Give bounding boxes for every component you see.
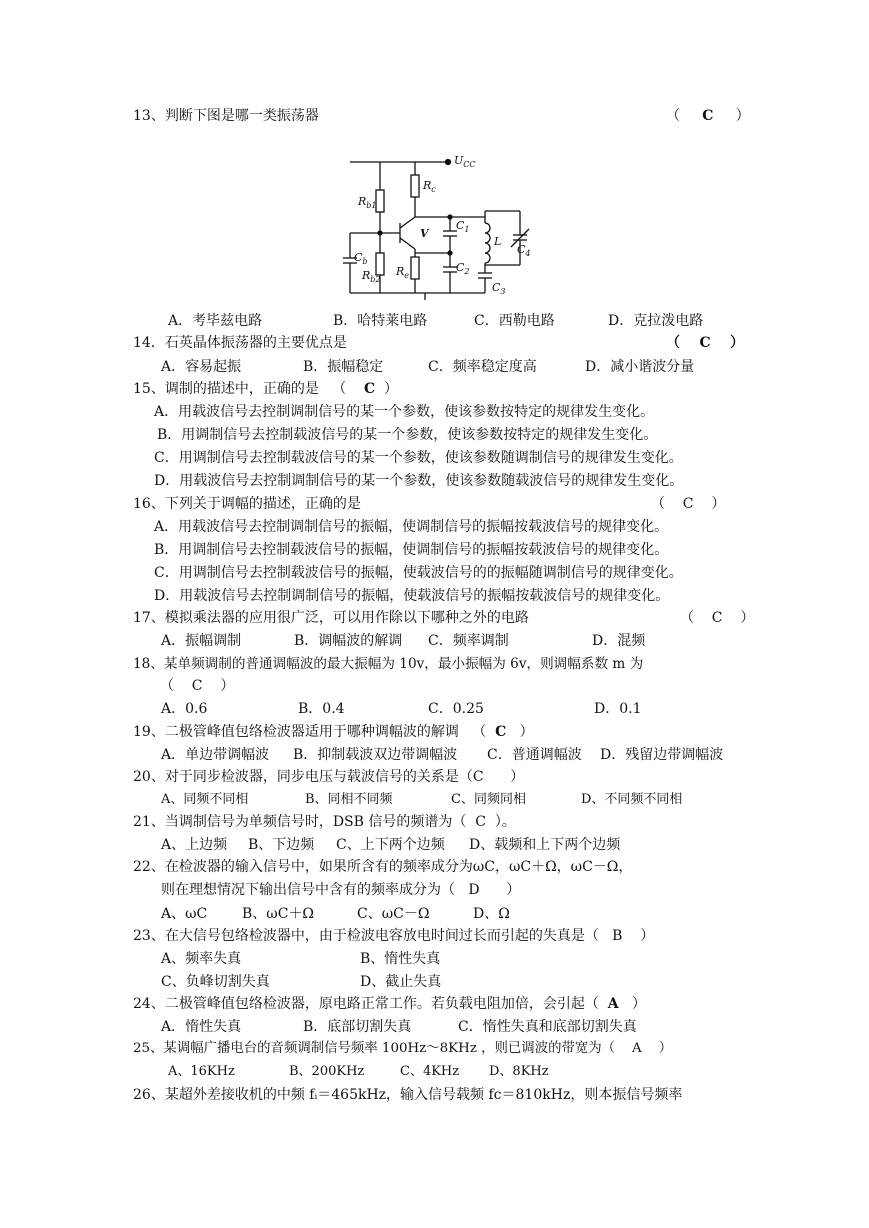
q13-answer: （ C ）	[666, 108, 750, 124]
q13-option-b: B．哈特莱电路	[333, 313, 428, 329]
q16-option-b: B．用调制信号去控制载波信号的振幅，使调制信号的振幅按载波信号的规律变化。	[154, 542, 669, 558]
q25-option-a: A、16KHz	[168, 1064, 235, 1079]
q17-answer: （ C ）	[680, 610, 755, 626]
q23-stem: 23、在大信号包络检波器中，由于检波电容放电时间过长而引起的失真是（ B ）	[133, 928, 655, 944]
q25-stem: 25、某调幅广播电台的音频调制信号频率 100Hz～8KHz ，则已调波的带宽为（ A ）	[133, 1041, 673, 1056]
q20-option-a: A、同频不同相	[161, 792, 249, 807]
q15-option-a: A．用载波信号去控制调制信号的某一个参数，使该参数按特定的规律发生变化。	[154, 404, 655, 420]
q20-option-b: B、同相不同频	[305, 792, 393, 807]
rb2-label: $R_{b2}$	[362, 269, 381, 284]
q18-stem: 18、某单频调制的普通调幅波的最大振幅为 10v，最小振幅为 6v，则调幅系数 m 为	[133, 656, 644, 672]
q17-stem: 17、模拟乘法器的应用很广泛，可以用作除以下哪种之外的电路	[133, 610, 529, 626]
q15-option-d: D．用载波信号去控制调制信号的某一个参数，使该参数随载波信号的规律发生变化。	[154, 473, 684, 489]
q19-stem: 19、二极管峰值包络检波器适用于哪种调幅波的解调 （ C ）	[133, 724, 534, 740]
q19-option-a: A．单边带调幅波	[161, 747, 270, 763]
q21-option-c: C、上下两个边频	[336, 837, 445, 853]
q23-option-d: D、截止失真	[360, 974, 442, 990]
q14-option-c: C．频率稳定度高	[428, 359, 537, 375]
q13-option-c: C．西勒电路	[474, 313, 555, 329]
ucc-label: $U_{CC}$	[454, 154, 476, 169]
q23-option-b: B、惰性失真	[360, 951, 441, 967]
q17-option-d: D．混频	[592, 633, 646, 649]
q21-option-d: D、载频和上下两个边频	[469, 837, 621, 853]
q22-option-d: D、Ω	[473, 906, 510, 922]
q13-stem: 13、判断下图是哪一类振荡器	[133, 108, 319, 124]
q17-option-b: B．调幅波的解调	[294, 633, 403, 649]
transistor-label: V	[420, 227, 429, 240]
q19-option-c: C．普通调幅波	[487, 747, 582, 763]
q22-option-b: B、ωC＋Ω	[242, 906, 315, 922]
q24-option-c: C．惰性失真和底部切割失真	[458, 1019, 637, 1035]
q18-option-b: B．0.4	[298, 701, 345, 717]
rc-label: $R_c$	[423, 179, 436, 194]
q20-option-d: D、不同频不同相	[581, 792, 683, 807]
q14-answer: （ C ）	[666, 335, 745, 351]
rb1-label: $R_{b1}$	[358, 195, 377, 210]
l-label: L	[494, 235, 502, 248]
q26-stem: 26、某超外差接收机的中频 fᵢ＝465kHz，输入信号载频 fc＝810kHz，则本振信号频率	[133, 1087, 683, 1103]
q19-option-b: B．抑制载波双边带调幅波	[293, 747, 458, 763]
q22-stem-continued: 则在理想情况下输出信号中含有的频率成分为（ D ）	[161, 882, 521, 898]
q13-option-d: D．克拉泼电路	[608, 313, 704, 329]
q14-option-a: A．容易起振	[161, 359, 242, 375]
q23-option-a: A、频率失真	[161, 951, 242, 967]
q15-stem: 15、调制的描述中，正确的是 （ C ）	[133, 381, 399, 397]
q24-option-b: B．底部切割失真	[303, 1019, 412, 1035]
oscillator-circuit-diagram	[330, 145, 535, 300]
q24-option-a: A．惰性失真	[161, 1019, 242, 1035]
q25-option-c: C、4KHz	[400, 1064, 460, 1079]
q21-option-a: A、上边频	[161, 837, 228, 853]
q18-option-a: A．0.6	[161, 701, 208, 717]
q14-option-b: B．振幅稳定	[303, 359, 384, 375]
c4-label: $C_4$	[517, 243, 531, 258]
q21-stem: 21、当调制信号为单频信号时，DSB 信号的频谱为（ C ）。	[133, 814, 516, 830]
q18-option-d: D．0.1	[594, 701, 642, 717]
q14-stem: 14．石英晶体振荡器的主要优点是	[133, 335, 347, 351]
cb-label: $C_b$	[354, 251, 368, 266]
q19-option-d: D．残留边带调幅波	[600, 747, 724, 763]
re-label: $R_e$	[396, 265, 410, 280]
q15-option-c: C．用调制信号去控制载波信号的某一个参数，使该参数随调制信号的规律发生变化。	[154, 450, 683, 466]
q16-stem: 16、下列关于调幅的描述，正确的是	[133, 496, 361, 512]
q16-option-c: C．用调制信号去控制载波信号的振幅，使载波信号的的振幅随调制信号的规律变化。	[154, 565, 683, 581]
q20-stem: 20、对于同步检波器，同步电压与载波信号的关系是（C ）	[133, 769, 525, 785]
q17-option-a: A．振幅调制	[161, 633, 242, 649]
q15-option-b: B．用调制信号去控制载波信号的某一个参数，使该参数按特定的规律发生变化。	[157, 427, 658, 443]
q18-option-c: C．0.25	[428, 701, 484, 717]
q18-answer: （ C ）	[160, 678, 235, 694]
q16-option-d: D．用载波信号去控制调制信号的振幅，使载波信号的振幅按载波信号的规律变化。	[154, 588, 670, 604]
c2-label: $C_2$	[456, 261, 470, 276]
q24-stem: 24、二极管峰值包络检波器，原电路正常工作。若负载电阻加倍，会引起（ A ）	[133, 996, 646, 1012]
q21-option-b: B、下边频	[248, 837, 315, 853]
q20-option-c: C、同频同相	[451, 792, 526, 807]
q23-option-c: C、负峰切割失真	[161, 974, 270, 990]
q22-option-a: A、ωC	[161, 906, 208, 922]
q16-option-a: A．用载波信号去控制调制信号的振幅，使调制信号的振幅按载波信号的规律变化。	[154, 519, 669, 535]
c3-label: $C_3$	[492, 281, 506, 296]
q14-option-d: D．减小谐波分量	[585, 359, 695, 375]
q25-option-d: D、8KHz	[489, 1064, 549, 1079]
q13-option-a: A．考毕兹电路	[168, 313, 263, 329]
q22-option-c: C、ωC－Ω	[357, 906, 430, 922]
c1-label: $C_1$	[456, 219, 470, 234]
q22-stem: 22、在检波器的输入信号中，如果所含有的频率成分为ωC，ωC＋Ω，ωC－Ω，	[133, 859, 633, 875]
q17-option-c: C．频率调制	[428, 633, 509, 649]
q25-option-b: B、200KHz	[289, 1064, 365, 1079]
q16-answer: （ C ）	[651, 496, 726, 512]
